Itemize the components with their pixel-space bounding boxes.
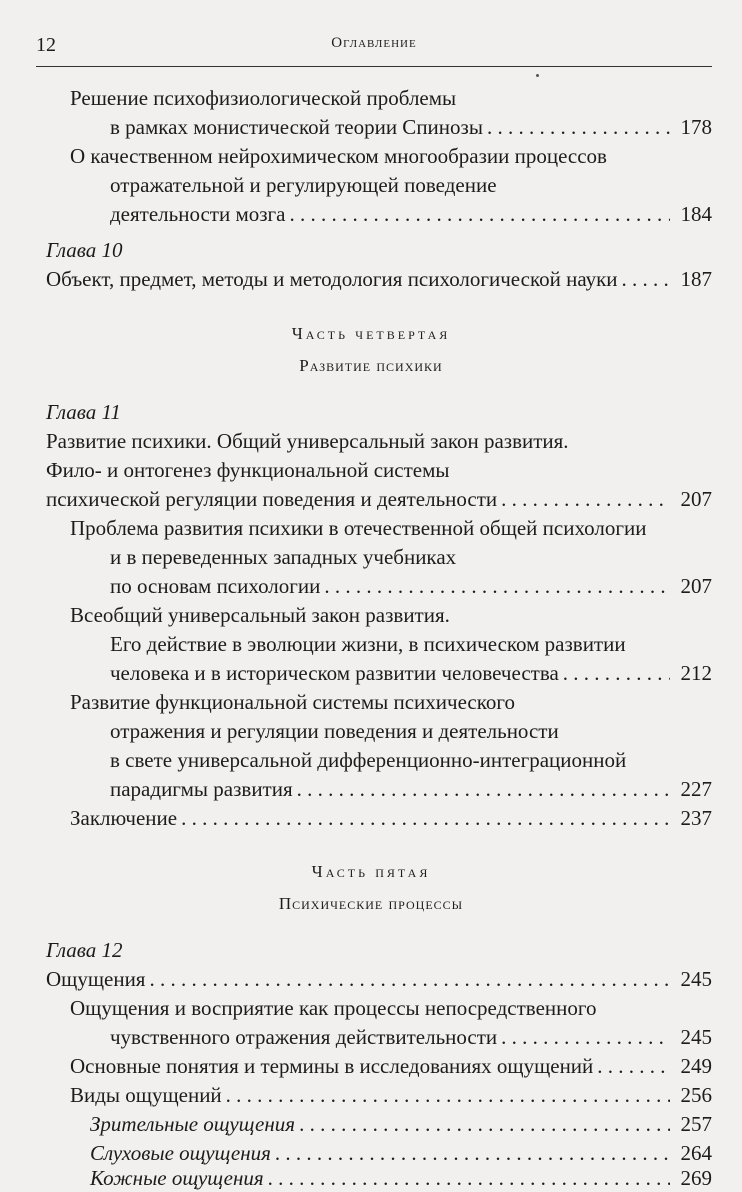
- leader-dots: [487, 113, 670, 141]
- toc-entry: Основные понятия и термины в исследованиях ощущений . . . 249: [70, 1052, 712, 1080]
- page-ref: 249: [680, 1054, 712, 1078]
- chapter-label: Глава 12: [46, 938, 123, 962]
- toc-line: Его действие в эволюции жизни, в психическом развитии: [110, 632, 626, 656]
- page-ref: 227: [680, 777, 712, 801]
- page-ref: 245: [680, 967, 712, 991]
- page-ref: 245: [680, 1025, 712, 1049]
- page-header: [36, 34, 712, 64]
- toc-line: О качественном нейрохимическом многообразии процессов: [70, 144, 607, 168]
- part-label: Часть пятая: [311, 862, 431, 881]
- toc-line: Развитие психики. Общий универсальный закон развития.: [46, 429, 569, 453]
- page-ref: 178: [680, 115, 712, 139]
- page-ref: 237: [680, 806, 712, 830]
- page-ref: 187: [680, 267, 712, 291]
- page-ref: 212: [680, 661, 712, 685]
- toc-line: Проблема развития психики в отечественной общей психологии: [70, 516, 647, 540]
- leader-dots: [181, 804, 670, 832]
- leader-dots: [501, 1023, 670, 1051]
- page-number: 12: [36, 34, 56, 56]
- toc-line: Фило- и онтогенез функциональной системы: [46, 458, 450, 482]
- toc-line: Всеобщий универсальный закон развития.: [70, 603, 450, 627]
- page-ref: 269: [680, 1166, 712, 1190]
- leader-dots: [563, 659, 670, 687]
- part-label: Часть четвертая: [291, 324, 451, 343]
- header-rule: [36, 66, 712, 67]
- page-ref: 264: [680, 1141, 712, 1165]
- toc-line: и в переведенных западных учебниках: [110, 545, 457, 569]
- toc-line: Ощущения и восприятие как процессы непосредственного: [70, 996, 597, 1020]
- part-name: Психические процессы: [278, 894, 464, 913]
- toc-entry: парадигмы развития . . . 227: [110, 775, 712, 803]
- toc-entry: Ощущения . . . 245: [46, 965, 712, 993]
- leader-dots: [297, 775, 670, 803]
- toc-entry: Виды ощущений . . . 256: [70, 1081, 712, 1109]
- toc-line: Решение психофизиологической проблемы: [70, 86, 457, 110]
- toc-entry: чувственного отражения действительности . . . 245: [110, 1023, 712, 1051]
- leader-dots: [501, 485, 670, 513]
- toc-entry: Слуховые ощущения . . . 264: [90, 1139, 712, 1167]
- toc-entry: Объект, предмет, методы и методология психологической науки . . . 187: [46, 265, 712, 293]
- toc-line: в свете универсальной дифференционно-интеграционной: [110, 748, 627, 772]
- leader-dots: [275, 1139, 670, 1167]
- toc-entry: по основам психологии . . . 207: [110, 572, 712, 600]
- toc-line: отражения и регуляции поведения и деятельности: [110, 719, 559, 743]
- toc-entry: Заключение . . . 237: [70, 804, 712, 832]
- part-name: Развитие психики: [299, 356, 443, 375]
- toc-entry: психической регуляции поведения и деятельности . . . 207: [46, 485, 712, 513]
- print-speck: [536, 74, 539, 77]
- chapter-label: Глава 10: [46, 238, 123, 262]
- page-ref: 256: [680, 1083, 712, 1107]
- leader-dots: [299, 1110, 670, 1138]
- leader-dots: [290, 200, 671, 228]
- toc-entry: в рамках монистической теории Спинозы . . . 178: [110, 113, 712, 141]
- page-ref: 207: [680, 574, 712, 598]
- leader-dots: [324, 572, 670, 600]
- leader-dots: [268, 1164, 670, 1192]
- leader-dots: [149, 965, 670, 993]
- page-ref: 207: [680, 487, 712, 511]
- leader-dots: [622, 265, 670, 293]
- chapter-label: Глава 11: [46, 400, 121, 424]
- page-ref: 184: [680, 202, 712, 226]
- toc-line: Развитие функциональной системы психического: [70, 690, 515, 714]
- toc-line: отражательной и регулирующей поведение: [110, 173, 497, 197]
- leader-dots: [597, 1052, 670, 1080]
- leader-dots: [226, 1081, 670, 1109]
- page-ref: 257: [680, 1112, 712, 1136]
- toc-entry: деятельности мозга . . . 184: [110, 200, 712, 228]
- toc-entry: Зрительные ощущения . . . 257: [90, 1110, 712, 1138]
- toc-entry: Кожные ощущения . . . 269: [90, 1164, 712, 1192]
- toc-entry: человека и в историческом развитии человечества . . . 212: [110, 659, 712, 687]
- running-title: Оглавление: [331, 35, 417, 51]
